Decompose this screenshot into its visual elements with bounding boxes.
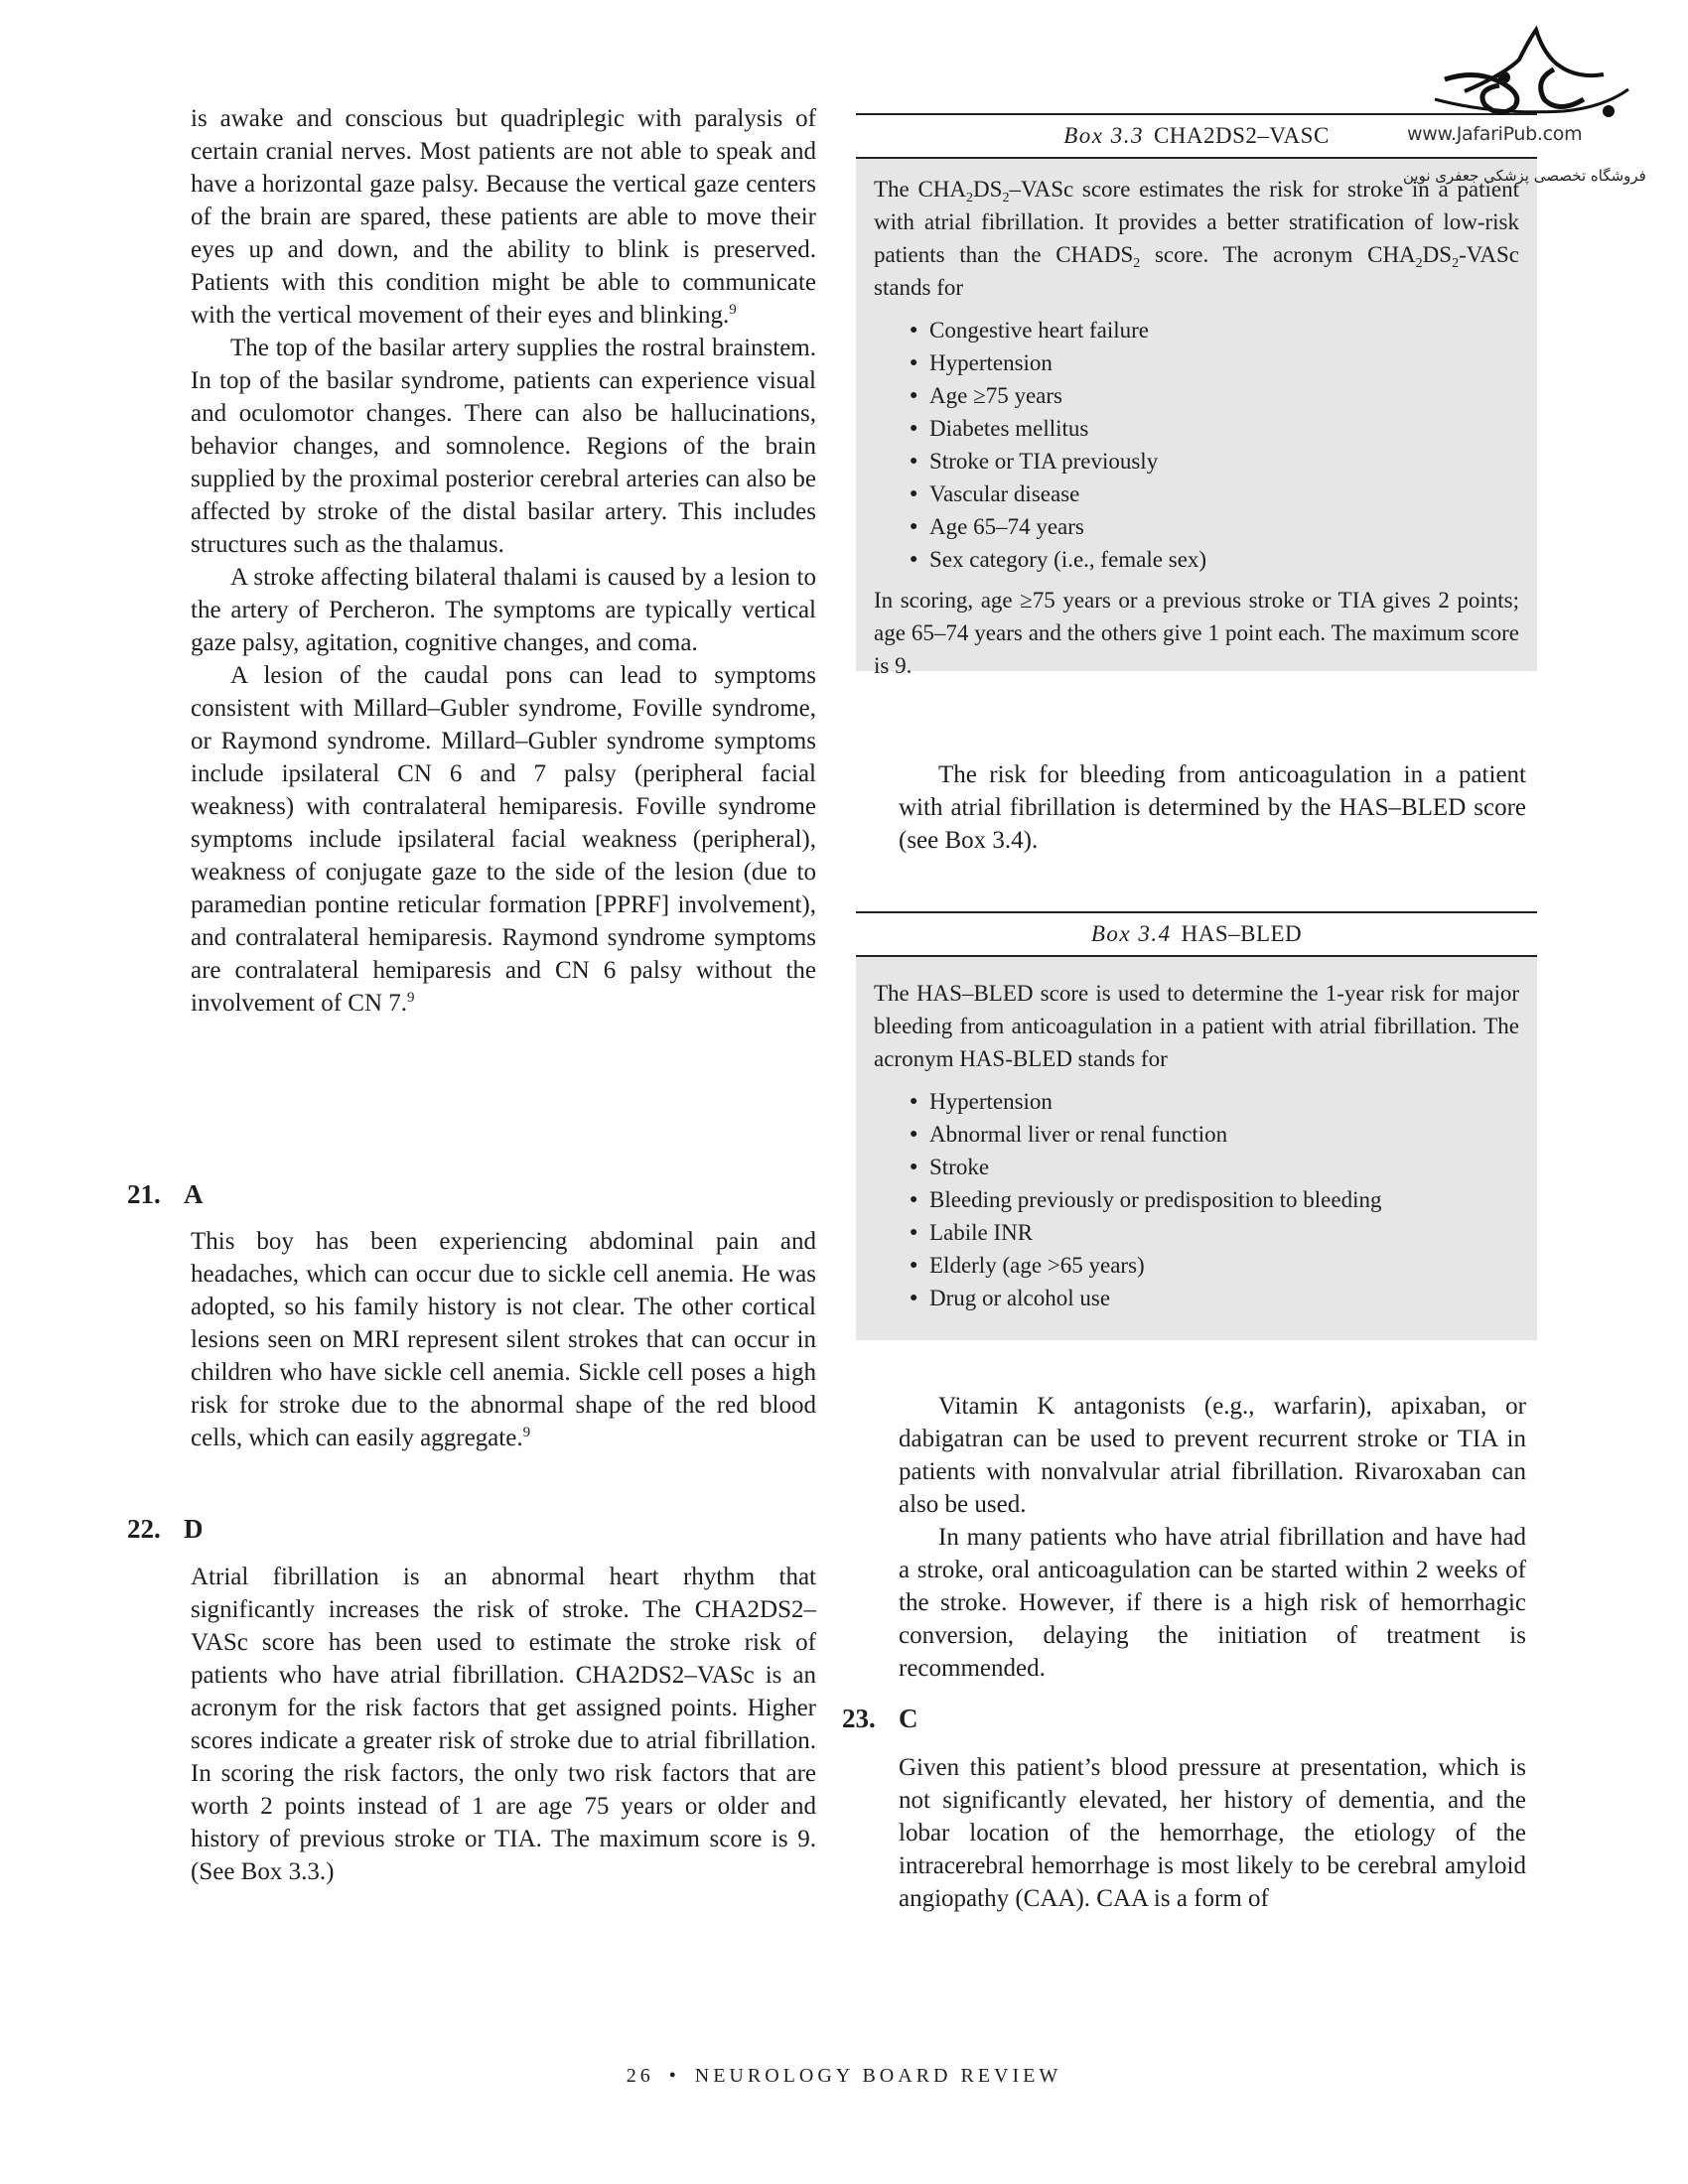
reference-superscript: 9 [729, 302, 737, 318]
question-number: 22. [127, 1514, 161, 1544]
box-number: Box 3.3 [1063, 123, 1144, 148]
paragraph-anticoagulation-timing: In many patients who have atrial fibrillation and have had a stroke, oral anticoagulation can be started within 2 weeks of the stroke. However, if there is a high risk of hemorrhagic conversion, delaying the initiation of treatment is recommended. [899, 1524, 1526, 1682]
risk-factor-list [874, 314, 1519, 576]
jafari-calligraphy-logo-icon [1405, 20, 1633, 119]
box-intro: The HAS–BLED score is used to determine the 1-year risk for major bleeding from anticoagulation in a patient with atrial fibrillation. The acronym HAS-BLED stands for [874, 981, 1519, 1071]
bullet-icon: ● [910, 1192, 918, 1207]
bullet-icon: ● [910, 1258, 918, 1273]
list-item: ● Abnormal liver or renal function [910, 1118, 1519, 1151]
list-item: ● Elderly (age >65 years) [910, 1249, 1519, 1282]
reference-superscript: 9 [522, 1425, 531, 1440]
box-number: Box 3.4 [1090, 921, 1172, 946]
question-21-heading [127, 1179, 204, 1210]
box-body [856, 159, 1537, 678]
paragraph-top-of-basilar: The top of the basilar artery supplies the rostral brainstem. In top of the basilar syndrome, patients can experience visual and oculomotor changes. There can also be hallucinations, behavior changes, and somnolence. Regions of the brain supplied by the proximal posterior cerebral arteries can also be affected by stroke of the distal basilar artery. This includes structures such as the thalamus. [191, 335, 816, 558]
list-item: ● Hypertension [910, 1085, 1519, 1118]
reference-superscript: 9 [407, 990, 415, 1006]
bullet-icon: ● [910, 454, 918, 469]
list-item: ● Sex category (i.e., female sex) [910, 543, 1519, 576]
bullet-icon: ● [910, 519, 918, 534]
left-column [191, 102, 816, 1020]
risk-factor-list [874, 1085, 1519, 1314]
bullet-icon: ● [910, 552, 918, 567]
question-23-explanation [899, 1751, 1526, 1915]
list-item: ● Diabetes mellitus [910, 412, 1519, 445]
bullet-icon: ● [910, 1127, 918, 1142]
box-title [856, 913, 1537, 955]
bullet-icon: ● [910, 323, 918, 338]
list-item: ● Labile INR [910, 1216, 1519, 1249]
question-answer: A [184, 1179, 204, 1209]
list-item: ● Stroke or TIA previously [910, 445, 1519, 478]
paragraph-locked-in: is awake and conscious but quadriplegic with paralysis of certain cranial nerves. Most patients are not able to speak and have a horizontal gaze palsy. Because the vertical gaze centers of the brain are spared, these patients are able to move their eyes up and down, and the ability to blink is preserved. Patients with this condition might be able to communicate with the vertical movement of their eyes and blinking.$^9$ [191, 105, 816, 329]
page-number: 26 [626, 2065, 654, 2087]
paragraph-text: The risk for bleeding from anticoagulation in a patient with atrial fibrillation is determined by the HAS–BLED score (see Box 3.4). [899, 761, 1526, 854]
watermark-site: www.JafariPub.com [1407, 123, 1583, 145]
list-item: ● Drug or alcohol use [910, 1282, 1519, 1314]
paragraph-caudal-pons: A lesion of the caudal pons can lead to symptoms consistent with Millard–Gubler syndrome, Foville syndrome, or Raymond syndrome. Millard–Gubler syndrome symptoms include ipsilateral CN 6 and 7 palsy (peripheral facial weakness) with contralateral hemiparesis. Foville syndrome symptoms include ipsilateral facial weakness (peripheral), weakness of conjugate gaze to the side of the lesion (due to paramedian pontine reticular formation [PPRF] involvement), and contralateral hemiparesis. Raymond syndrome symptoms are contralateral hemiparesis and CN 6 palsy without the involvement of CN 7.$^9$ [191, 662, 816, 1017]
publisher-watermark [1395, 20, 1653, 185]
question-answer: C [899, 1704, 918, 1733]
question-22-heading [127, 1514, 204, 1545]
paragraph-percheron: A stroke affecting bilateral thalami is caused by a lesion to the artery of Percheron. The symptoms are typically vertical gaze palsy, agitation, cognitive changes, and coma. [191, 564, 816, 656]
bullet-icon: ● [910, 486, 918, 501]
footer-separator: • [668, 2065, 680, 2087]
question-22-explanation [191, 1561, 816, 1888]
question-answer: D [184, 1514, 204, 1544]
watermark-tagline: فروشگاه تخصصی پزشکی جعفری نوین [1403, 167, 1646, 185]
bullet-icon: ● [910, 421, 918, 436]
explanation-text: Given this patient’s blood pressure at presentation, which is not significantly elevated, her history of dementia, and the lobar location of the hemorrhage, the etiology of the intracerebral hemorrhage is most likely to be cerebral amyloid angiopathy (CAA). CAA is a form of [899, 1754, 1526, 1912]
bullet-icon: ● [910, 1160, 918, 1174]
bullet-icon: ● [910, 355, 918, 370]
bullet-icon: ● [910, 388, 918, 403]
question-number: 21. [127, 1179, 161, 1209]
box-title-text: CHA2DS2–VASC [1153, 123, 1330, 148]
question-23-heading [842, 1704, 918, 1734]
list-item: ● Age ≥75 years [910, 379, 1519, 412]
question-number: 23. [842, 1704, 876, 1733]
list-item: ● Stroke [910, 1151, 1519, 1183]
question-21-explanation [191, 1225, 816, 1454]
box-3-3-cha2ds2-vasc [856, 113, 1537, 678]
bullet-icon: ● [910, 1291, 918, 1305]
right-column-body [899, 1390, 1526, 1685]
bullet-icon: ● [910, 1094, 918, 1109]
box-body [856, 957, 1537, 1340]
explanation-text: This boy has been experiencing abdominal pain and headaches, which can occur due to sickle cell anemia. He was adopted, so his family history is not clear. The other cortical lesions seen on MRI represent silent strokes that can occur in children who have sickle cell anemia. Sickle cell poses a high risk for stroke due to the abnormal shape of the red blood cells, which can easily aggregate.$^9$ [191, 1228, 816, 1451]
box-title-text: HAS–BLED [1181, 921, 1303, 946]
explanation-text: Atrial fibrillation is an abnormal heart rhythm that significantly increases the risk of stroke. The CHA2DS2–VASc score has been used to estimate the stroke risk of patients who have atrial fibrillation. CHA2DS2–VASc is an acronym for the risk factors that get assigned points. Higher scores indicate a greater risk of stroke due to atrial fibrillation. In scoring the risk factors, the only two risk factors that are worth 2 points instead of 1 are age 75 years or older and history of previous stroke or TIA. The maximum score is 9. (See Box 3.3.) [191, 1564, 816, 1885]
paragraph-vitamin-k: Vitamin K antagonists (e.g., warfarin), apixaban, or dabigatran can be used to prevent recurrent stroke or TIA in patients with nonvalvular atrial fibrillation. Rivaroxaban can also be used. [899, 1393, 1526, 1518]
book-title: NEUROLOGY BOARD REVIEW [694, 2065, 1062, 2087]
list-item: ● Hypertension [910, 346, 1519, 379]
box-intro: The $CHA_2DS_2$–VASc score estimates the risk for stroke in a patient with atrial fibrillation. It provides a better stratification of low-risk patients than the $CHADS_2$ score. The acronym $CHA_2DS_2$-VASc stands for [874, 177, 1519, 300]
page-footer [0, 2065, 1688, 2088]
list-item: ● Congestive heart failure [910, 314, 1519, 346]
box-scoring-note: In scoring, age ≥75 years or a previous stroke or TIA gives 2 points; age 65–74 years and the others give 1 point each. The maximum score is 9. [874, 588, 1519, 678]
paragraph-has-bled-intro [899, 758, 1526, 857]
list-item: ● Age 65–74 years [910, 510, 1519, 543]
list-item: ● Vascular disease [910, 478, 1519, 510]
bullet-icon: ● [910, 1225, 918, 1240]
box-3-4-has-bled [856, 911, 1537, 1340]
list-item: ● Bleeding previously or predisposition to bleeding [910, 1183, 1519, 1216]
